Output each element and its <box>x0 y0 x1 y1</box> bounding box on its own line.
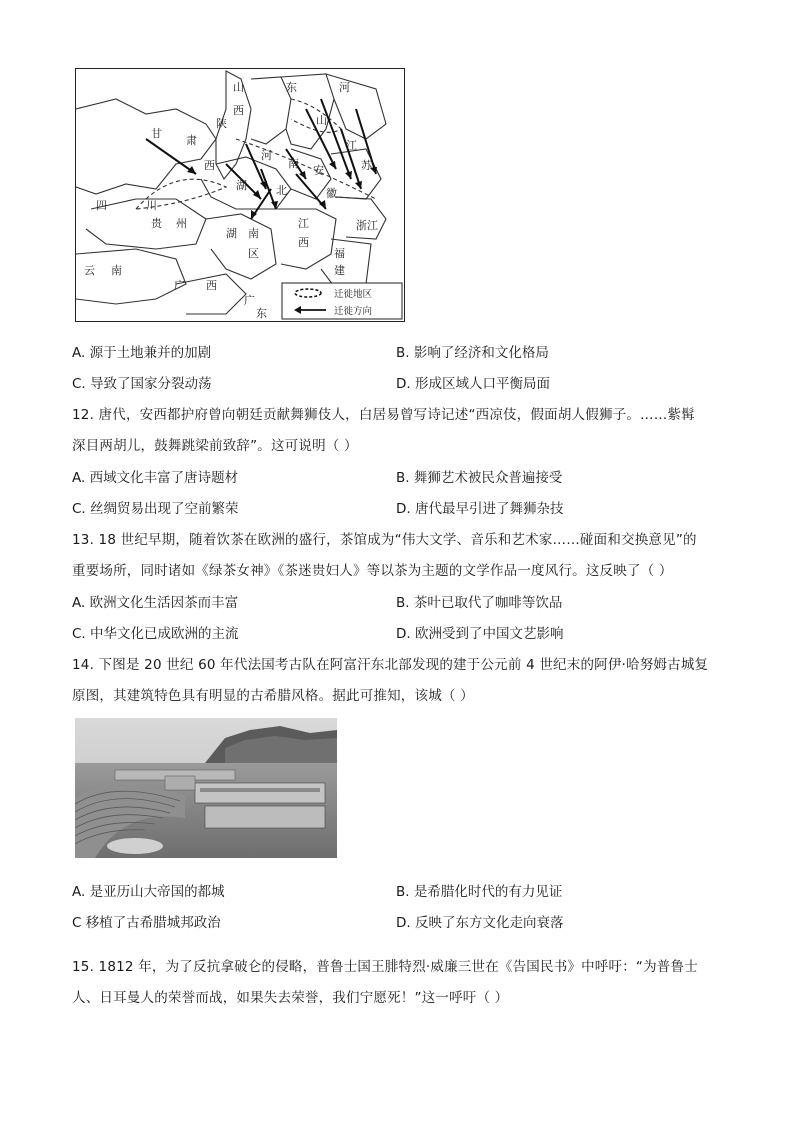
map-label: 西 <box>233 104 244 117</box>
q13-stem-line2: 重要场所，同时诸如《绿茶女神》《茶迷贵妇人》等以茶为主题的文学作品一度风行。这反映了（ ） <box>72 563 673 579</box>
map-label: 区 <box>248 247 259 260</box>
map-label: 东 <box>256 307 267 320</box>
map-label: 南 <box>288 157 299 170</box>
migration-map <box>75 68 405 322</box>
q13-option-b: B. 茶叶已取代了咖啡等饮品 <box>396 595 563 611</box>
q15-stem-line1: 15. 1812 年，为了反抗拿破仑的侵略，普鲁士国王腓特烈·威廉三世在《告国民书》中呼吁：“为普鲁士 <box>72 959 698 975</box>
q14-option-d: D. 反映了东方文化走向衰落 <box>396 915 564 931</box>
q14-stem-line2: 原图，其建筑特色具有明显的古希腊风格。据此可推知，该城（ ） <box>72 688 474 704</box>
q13-option-c: C. 中华文化已成欧洲的主流 <box>72 626 239 642</box>
map-label: 陕 <box>216 117 227 130</box>
map-svg <box>76 69 404 321</box>
map-label: 苏 <box>361 159 372 172</box>
map-label: 南 <box>248 227 259 240</box>
q11-option-d: D. 形成区域人口平衡局面 <box>396 376 550 392</box>
map-label: 肃 <box>186 134 197 147</box>
q14-option-b: B. 是希腊化时代的有力见证 <box>396 884 563 900</box>
q11-option-c: C. 导致了国家分裂动荡 <box>72 376 212 392</box>
map-label: 云 <box>84 264 95 277</box>
map-label: 甘 <box>151 127 162 140</box>
map-label: 西 <box>206 279 217 292</box>
ancient-city-reconstruction-image <box>75 718 337 858</box>
q11-option-b: B. 影响了经济和文化格局 <box>396 345 549 361</box>
q12-stem-line2: 深目两胡儿，鼓舞跳梁前致辞”。这可说明（ ） <box>72 438 358 454</box>
map-label: 广 <box>174 279 185 292</box>
q14-option-a: A. 是亚历山大帝国的都城 <box>72 884 225 900</box>
q15-stem-line2: 人、日耳曼人的荣誉而战，如果失去荣誉，我们宁愿死！”这一呼吁（ ） <box>72 990 509 1006</box>
map-label: 西 <box>204 159 215 172</box>
map-label: 贵 <box>151 217 162 230</box>
map-label: 广 <box>244 294 255 307</box>
map-label: 山 <box>316 114 327 127</box>
map-label: 浙江 <box>356 219 378 232</box>
q13-option-d: D. 欧洲受到了中国文艺影响 <box>396 626 564 642</box>
q14-option-c: C 移植了古希腊城邦政治 <box>72 915 221 931</box>
map-label: 湖 <box>226 227 237 240</box>
q12-option-b: B. 舞狮艺术被民众普遍接受 <box>396 470 563 486</box>
q11-option-a: A. 源于土地兼并的加剧 <box>72 345 212 361</box>
map-label: 建 <box>334 264 345 277</box>
map-label: 福 <box>334 247 345 260</box>
map-label: 湖 <box>236 179 247 192</box>
map-label: 安 <box>313 164 324 177</box>
map-label: 江 <box>346 139 357 152</box>
map-label: 河 <box>339 81 350 94</box>
map-label: 北 <box>276 184 287 197</box>
q13-option-a: A. 欧洲文化生活因茶而丰富 <box>72 595 239 611</box>
map-label: 东 <box>286 81 297 94</box>
map-label: 江 <box>298 217 309 230</box>
map-label: 四 <box>96 199 107 212</box>
q14-stem-line1: 14. 下图是 20 世纪 60 年代法国考古队在阿富汗东北部发现的建于公元前 4 世纪末的阿伊·哈努姆古城复 <box>72 657 709 673</box>
legend-direction-label: 迁徙方向 <box>334 306 373 317</box>
map-label: 川 <box>146 199 157 212</box>
map-label: 西 <box>298 236 309 249</box>
legend-area-label: 迁徙地区 <box>334 289 373 300</box>
map-label: 南 <box>111 264 122 277</box>
map-label: 州 <box>176 217 187 230</box>
q12-option-a: A. 西域文化丰富了唐诗题材 <box>72 470 239 486</box>
map-label: 山 <box>233 81 244 94</box>
map-label: 徽 <box>326 187 337 200</box>
q12-stem-line1: 12. 唐代，安西都护府曾向朝廷贡献舞狮伎人，白居易曾写诗记述“西凉伎，假面胡人假狮子。……紫髯 <box>72 407 695 423</box>
q12-option-d: D. 唐代最早引进了舞狮杂技 <box>396 501 564 517</box>
q13-stem-line1: 13. 18 世纪早期，随着饮茶在欧洲的盛行，茶馆成为“伟大文学、音乐和艺术家……碰面和交换意见”的 <box>72 532 697 548</box>
q12-option-c: C. 丝绸贸易出现了空前繁荣 <box>72 501 239 517</box>
map-label: 河 <box>261 149 272 162</box>
